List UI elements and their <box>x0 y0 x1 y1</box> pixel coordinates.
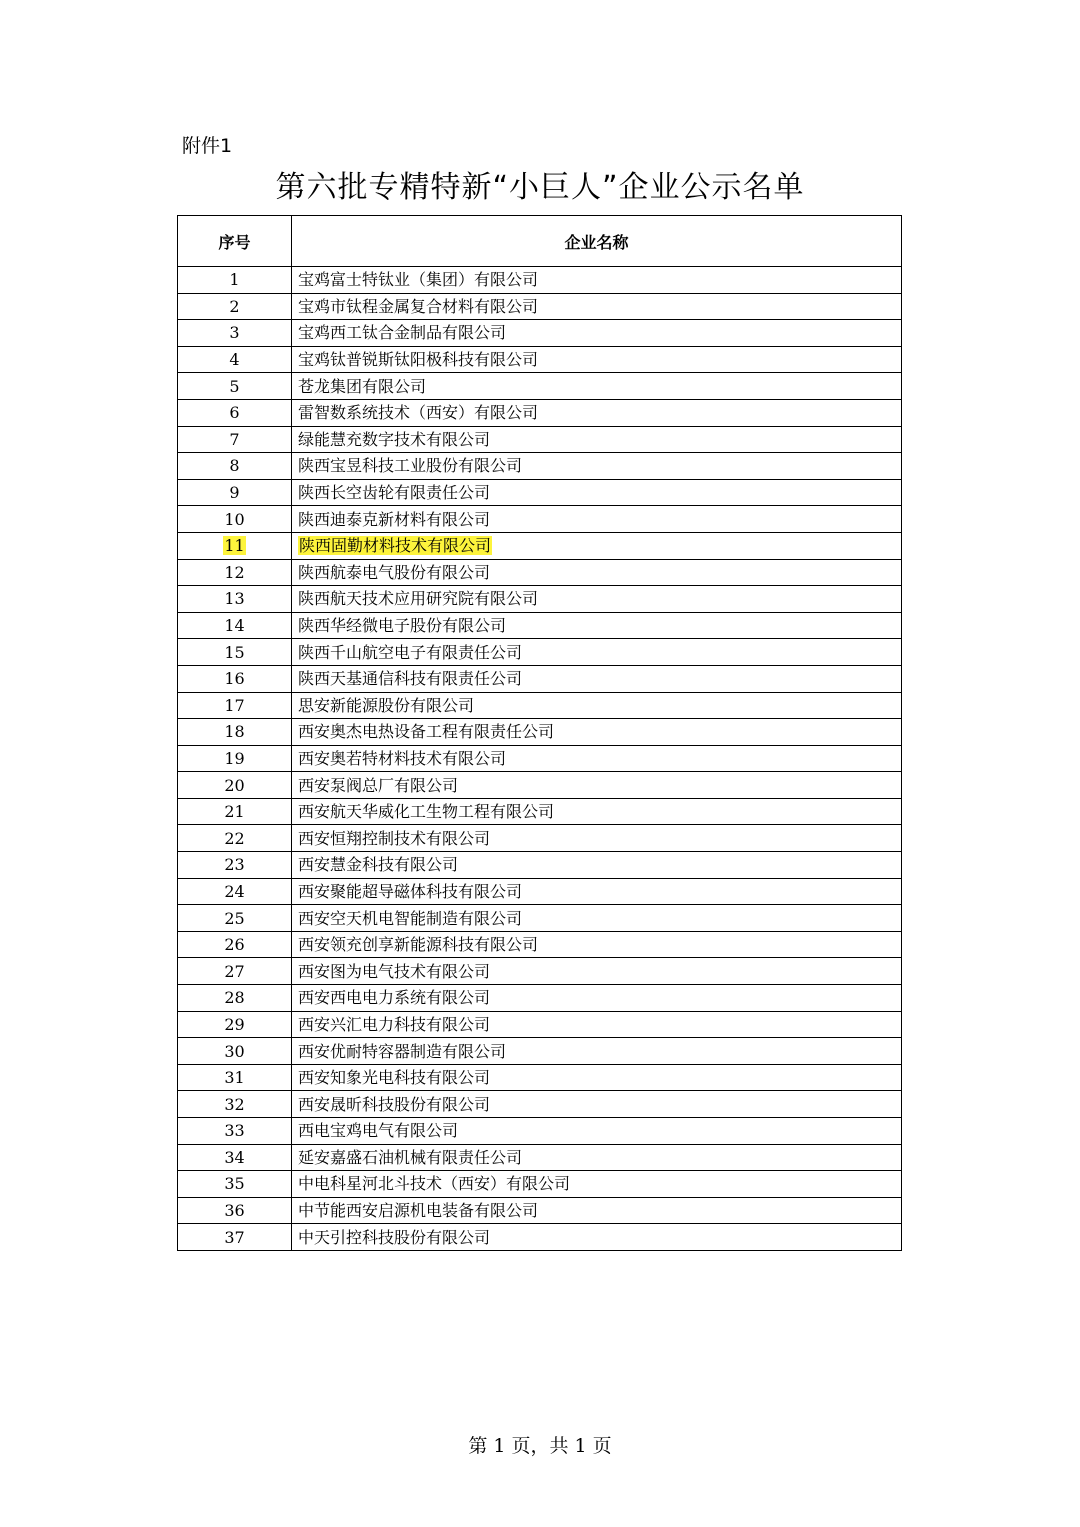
row-number: 25 <box>224 908 245 928</box>
row-number: 6 <box>229 403 240 423</box>
row-number-cell <box>178 399 292 426</box>
document-title: 第六批专精特新“小巨人”企业公示名单 <box>275 170 805 205</box>
attachment-label: 附件1 <box>182 135 233 157</box>
row-number: 34 <box>224 1147 245 1167</box>
company-list-table <box>177 215 902 1251</box>
table-row <box>178 1091 902 1118</box>
row-number-cell <box>178 931 292 958</box>
row-number: 21 <box>224 802 245 822</box>
company-name: 西安兴汇电力科技有限公司 <box>298 1014 491 1034</box>
row-number-cell <box>178 559 292 586</box>
row-number: 2 <box>229 296 240 316</box>
company-name-cell <box>292 692 902 719</box>
table-row <box>178 905 902 932</box>
company-name-cell <box>292 373 902 400</box>
company-name: 西安晟昕科技股份有限公司 <box>298 1094 491 1114</box>
company-name: 中电科星河北斗技术（西安）有限公司 <box>298 1174 571 1194</box>
row-number-cell <box>178 346 292 373</box>
row-number-cell <box>178 1144 292 1171</box>
row-number-cell <box>178 612 292 639</box>
row-number: 20 <box>224 775 245 795</box>
company-name-cell <box>292 293 902 320</box>
row-number-cell <box>178 985 292 1012</box>
company-name-cell <box>292 559 902 586</box>
company-name-cell <box>292 772 902 799</box>
row-number: 36 <box>224 1201 245 1221</box>
table-row <box>178 639 902 666</box>
table-row <box>178 745 902 772</box>
table-row <box>178 506 902 533</box>
company-name-cell <box>292 506 902 533</box>
company-name: 西安泵阀总厂有限公司 <box>298 775 459 795</box>
company-name-cell <box>292 320 902 347</box>
table-row <box>178 320 902 347</box>
company-name: 西安图为电气技术有限公司 <box>298 961 491 981</box>
company-name-cell <box>292 1091 902 1118</box>
company-name-cell <box>292 1064 902 1091</box>
row-number-cell <box>178 1038 292 1065</box>
table-row <box>178 1011 902 1038</box>
company-name: 陕西千山航空电子有限责任公司 <box>298 642 523 662</box>
company-name-cell <box>292 1224 902 1251</box>
company-name-cell <box>292 586 902 613</box>
company-name: 西安奥杰电热设备工程有限责任公司 <box>298 722 555 742</box>
row-number-cell <box>178 852 292 879</box>
company-name-cell <box>292 798 902 825</box>
company-name: 宝鸡市钛程金属复合材料有限公司 <box>298 296 539 316</box>
table-row <box>178 559 902 586</box>
company-name: 绿能慧充数字技术有限公司 <box>298 429 491 449</box>
company-name: 西安奥若特材料技术有限公司 <box>298 748 507 768</box>
table-row <box>178 267 902 294</box>
table-row <box>178 719 902 746</box>
row-number: 29 <box>224 1014 245 1034</box>
company-name: 陕西固勤材料技术有限公司 <box>299 536 492 556</box>
table-row <box>178 798 902 825</box>
company-name-cell <box>292 532 902 559</box>
company-name-cell <box>292 479 902 506</box>
row-number-cell <box>178 1011 292 1038</box>
row-number-cell <box>178 825 292 852</box>
table-row <box>178 479 902 506</box>
table-row <box>178 878 902 905</box>
table-row <box>178 453 902 480</box>
company-name-cell <box>292 825 902 852</box>
company-name-cell <box>292 453 902 480</box>
column-header-number: 序号 <box>178 216 292 267</box>
table-row <box>178 852 902 879</box>
row-number-cell <box>178 479 292 506</box>
company-name: 雷智数系统技术（西安）有限公司 <box>298 403 539 423</box>
company-name: 西安西电电力系统有限公司 <box>298 988 491 1008</box>
company-name-cell <box>292 719 902 746</box>
table-row-highlighted <box>178 532 902 559</box>
row-number: 8 <box>229 456 240 476</box>
row-number-cell <box>178 1118 292 1145</box>
row-number-cell <box>178 320 292 347</box>
row-number: 17 <box>224 695 245 715</box>
row-number: 23 <box>224 855 245 875</box>
row-number-cell <box>178 426 292 453</box>
row-number-cell <box>178 1171 292 1198</box>
company-name: 陕西天基通信科技有限责任公司 <box>298 669 523 689</box>
table-row <box>178 1197 902 1224</box>
row-number: 9 <box>229 483 240 503</box>
table-row <box>178 825 902 852</box>
company-name-cell <box>292 745 902 772</box>
row-number: 31 <box>224 1068 245 1088</box>
company-name-cell <box>292 958 902 985</box>
table-row <box>178 399 902 426</box>
row-number: 26 <box>224 935 245 955</box>
table-row <box>178 692 902 719</box>
company-name-cell <box>292 1171 902 1198</box>
company-name: 宝鸡西工钛合金制品有限公司 <box>298 323 507 343</box>
row-number: 24 <box>224 881 245 901</box>
table-row <box>178 1118 902 1145</box>
row-number: 3 <box>229 323 240 343</box>
row-number: 28 <box>224 988 245 1008</box>
table-row <box>178 1144 902 1171</box>
table-row <box>178 931 902 958</box>
table-row <box>178 612 902 639</box>
company-name: 中天引控科技股份有限公司 <box>298 1227 491 1247</box>
row-number: 5 <box>229 376 240 396</box>
row-number-cell <box>178 1197 292 1224</box>
company-name-cell <box>292 1144 902 1171</box>
company-name: 陕西航天技术应用研究院有限公司 <box>298 589 539 609</box>
row-number-cell <box>178 958 292 985</box>
row-number-cell <box>178 532 292 559</box>
company-name: 苍龙集团有限公司 <box>298 376 427 396</box>
table-row <box>178 665 902 692</box>
row-number: 37 <box>224 1227 245 1247</box>
row-number-cell <box>178 1064 292 1091</box>
row-number-cell <box>178 1091 292 1118</box>
row-number-cell <box>178 905 292 932</box>
row-number: 4 <box>229 350 240 370</box>
row-number-cell <box>178 692 292 719</box>
company-name-cell <box>292 426 902 453</box>
row-number-cell <box>178 639 292 666</box>
table-row <box>178 426 902 453</box>
row-number-cell <box>178 453 292 480</box>
company-name: 西安恒翔控制技术有限公司 <box>298 828 491 848</box>
company-name-cell <box>292 1118 902 1145</box>
company-name: 延安嘉盛石油机械有限责任公司 <box>298 1147 523 1167</box>
company-name: 西安航天华威化工生物工程有限公司 <box>298 802 555 822</box>
company-name-cell <box>292 852 902 879</box>
company-name-cell <box>292 665 902 692</box>
company-name: 陕西华经微电子股份有限公司 <box>298 616 507 636</box>
row-number: 32 <box>224 1094 245 1114</box>
row-number: 18 <box>224 722 245 742</box>
company-name: 宝鸡富士特钛业（集团）有限公司 <box>298 270 539 290</box>
company-name-cell <box>292 878 902 905</box>
row-number: 10 <box>224 509 245 529</box>
row-number: 22 <box>224 828 245 848</box>
company-name-cell <box>292 985 902 1012</box>
company-name: 中节能西安启源机电装备有限公司 <box>298 1201 539 1221</box>
company-name-cell <box>292 399 902 426</box>
table-row <box>178 772 902 799</box>
company-name: 陕西迪泰克新材料有限公司 <box>298 509 491 529</box>
company-name: 西电宝鸡电气有限公司 <box>298 1121 459 1141</box>
company-name: 西安空天机电智能制造有限公司 <box>298 908 523 928</box>
row-number: 19 <box>224 748 245 768</box>
company-name-cell <box>292 267 902 294</box>
company-name-cell <box>292 905 902 932</box>
column-header-company-name: 企业名称 <box>292 216 902 267</box>
row-number-cell <box>178 373 292 400</box>
table-row <box>178 293 902 320</box>
company-name: 陕西航泰电气股份有限公司 <box>298 562 491 582</box>
row-number-cell <box>178 267 292 294</box>
row-number-cell <box>178 586 292 613</box>
table-row <box>178 1064 902 1091</box>
company-name: 陕西长空齿轮有限责任公司 <box>298 483 491 503</box>
row-number: 12 <box>224 562 245 582</box>
table-header-row <box>178 216 902 267</box>
company-name-cell <box>292 1038 902 1065</box>
row-number-cell <box>178 665 292 692</box>
row-number: 16 <box>224 669 245 689</box>
table-row <box>178 1171 902 1198</box>
row-number-cell <box>178 772 292 799</box>
row-number: 27 <box>224 961 245 981</box>
company-name-cell <box>292 1011 902 1038</box>
page-footer: 第 1 页，共 1 页 <box>468 1435 612 1457</box>
row-number: 14 <box>224 616 245 636</box>
row-number: 30 <box>224 1041 245 1061</box>
row-number: 35 <box>224 1174 245 1194</box>
table-row <box>178 1224 902 1251</box>
table-row <box>178 958 902 985</box>
row-number: 1 <box>229 270 240 290</box>
row-number: 11 <box>224 536 245 556</box>
company-name-cell <box>292 931 902 958</box>
row-number-cell <box>178 878 292 905</box>
row-number-cell <box>178 719 292 746</box>
company-name: 西安慧金科技有限公司 <box>298 855 459 875</box>
row-number-cell <box>178 1224 292 1251</box>
company-name: 思安新能源股份有限公司 <box>298 695 475 715</box>
company-name: 西安知象光电科技有限公司 <box>298 1068 491 1088</box>
row-number: 33 <box>224 1121 245 1141</box>
row-number: 15 <box>224 642 245 662</box>
company-name-cell <box>292 1197 902 1224</box>
table-row <box>178 373 902 400</box>
row-number-cell <box>178 293 292 320</box>
company-name: 西安领充创享新能源科技有限公司 <box>298 935 539 955</box>
row-number: 7 <box>229 429 240 449</box>
table-row <box>178 1038 902 1065</box>
company-name-cell <box>292 639 902 666</box>
row-number-cell <box>178 745 292 772</box>
company-name: 宝鸡钛普锐斯钛阳极科技有限公司 <box>298 350 539 370</box>
table-row <box>178 985 902 1012</box>
company-name: 西安聚能超导磁体科技有限公司 <box>298 881 523 901</box>
company-name: 陕西宝昱科技工业股份有限公司 <box>298 456 523 476</box>
row-number-cell <box>178 506 292 533</box>
table-row <box>178 586 902 613</box>
company-name-cell <box>292 612 902 639</box>
row-number: 13 <box>224 589 245 609</box>
company-name-cell <box>292 346 902 373</box>
table-row <box>178 346 902 373</box>
company-name: 西安优耐特容器制造有限公司 <box>298 1041 507 1061</box>
row-number-cell <box>178 798 292 825</box>
